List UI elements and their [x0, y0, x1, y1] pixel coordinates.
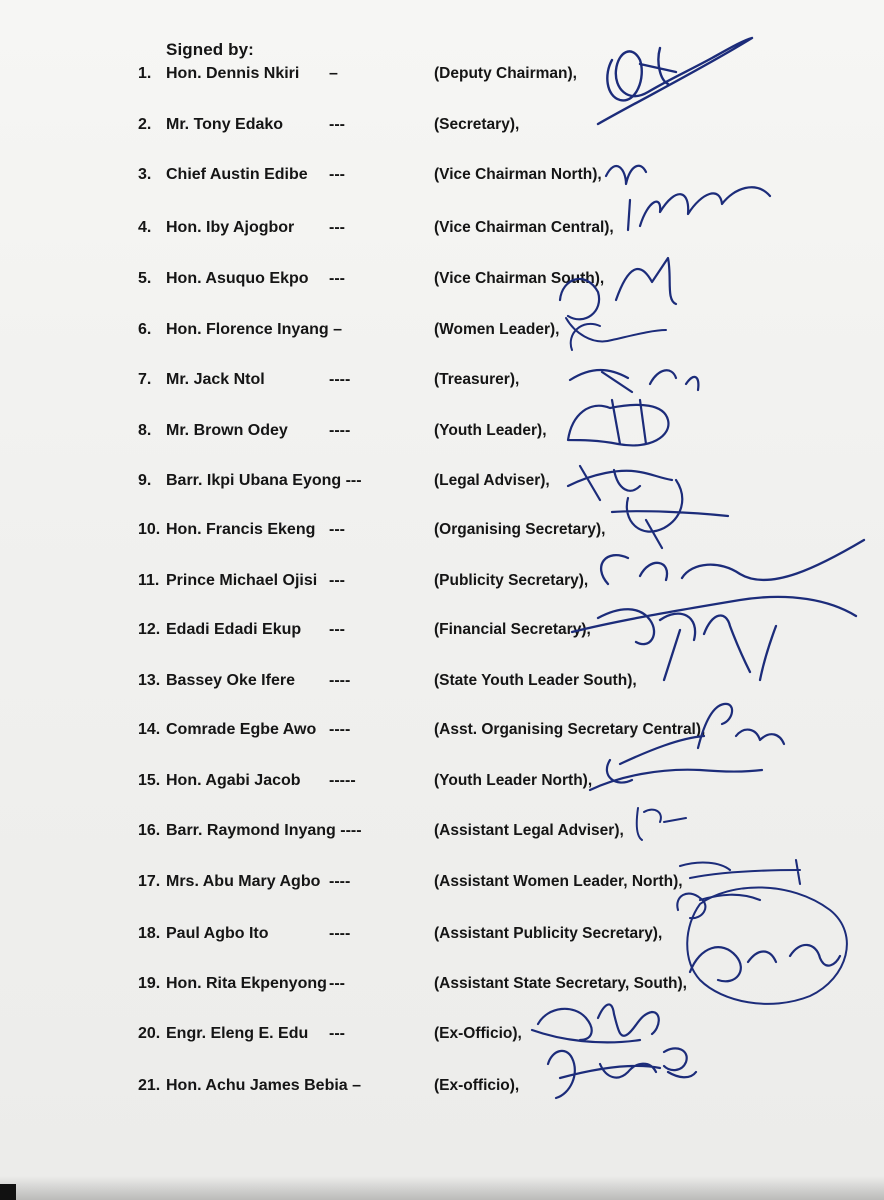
signatory-number: 8.: [138, 422, 152, 439]
signatory-row: [0, 472, 884, 500]
signatory-dash: ---: [329, 572, 345, 589]
signatory-name: Mr. Brown Odey: [166, 422, 288, 439]
signatory-name: Comrade Egbe Awo: [166, 721, 317, 738]
signatory-dash: ---: [329, 166, 345, 183]
signatory-role: (Legal Adviser),: [434, 472, 550, 489]
signatory-role: (Vice Chairman Central),: [434, 219, 614, 236]
signatory-role: (Vice Chairman North),: [434, 166, 602, 183]
signatory-row: [0, 1077, 884, 1105]
signatory-row: [0, 721, 884, 749]
signatory-dash: ----: [329, 873, 351, 890]
signatory-dash: ----: [329, 925, 351, 942]
signatory-dash: -----: [329, 772, 356, 789]
signatory-number: 7.: [138, 371, 152, 388]
page-bottom-shadow: [0, 1176, 884, 1200]
signatory-name: Engr. Eleng E. Edu: [166, 1025, 309, 1042]
signatory-name: Hon. Rita Ekpenyong: [166, 975, 327, 992]
signatory-role: (Asst. Organising Secretary Central),: [434, 721, 706, 738]
signatory-role: (Secretary),: [434, 116, 520, 133]
signed-by-heading: Signed by:: [166, 40, 254, 59]
signatory-number: 19.: [138, 975, 161, 992]
signatory-role: (Youth Leader North),: [434, 772, 593, 789]
signatory-dash: ----: [329, 371, 351, 388]
signatory-row: [0, 873, 884, 901]
signatory-name: Hon. Francis Ekeng: [166, 521, 316, 538]
signatory-row: [0, 65, 884, 93]
signatory-role: (Assistant Women Leader, North),: [434, 873, 683, 890]
signatory-row: [0, 321, 884, 349]
signatory-number: 17.: [138, 873, 161, 890]
signatory-number: 9.: [138, 472, 152, 489]
signatory-dash: ---: [329, 116, 345, 133]
signatory-role: (Organising Secretary),: [434, 521, 606, 538]
signatory-number: 12.: [138, 621, 161, 638]
signatory-number: 4.: [138, 219, 152, 236]
signatory-number: 13.: [138, 672, 161, 689]
signatory-role: (Ex-officio),: [434, 1077, 520, 1094]
signatory-number: 5.: [138, 270, 152, 287]
signatory-row: [0, 521, 884, 549]
signatory-dash: ---: [329, 521, 345, 538]
signatory-name: Hon. Dennis Nkiri: [166, 65, 300, 82]
signatory-name: Hon. Asuquo Ekpo: [166, 270, 309, 287]
signatory-role: (Assistant Legal Adviser),: [434, 822, 624, 839]
signatory-row: [0, 975, 884, 1003]
signatory-role: (Assistant Publicity Secretary),: [434, 925, 663, 942]
signatory-role: (Vice Chairman South),: [434, 270, 605, 287]
signatory-number: 16.: [138, 822, 161, 839]
signatory-number: 18.: [138, 925, 161, 942]
signatory-role: (Women Leader),: [434, 321, 560, 338]
signatory-role: (Ex-Officio),: [434, 1025, 522, 1042]
signatory-dash: ---: [329, 219, 345, 236]
signatory-row: [0, 166, 884, 194]
signatory-dash: ---: [329, 1025, 345, 1042]
signatory-number: 10.: [138, 521, 161, 538]
signatory-number: 6.: [138, 321, 152, 338]
signatory-dash: ---: [329, 270, 345, 287]
signatory-number: 2.: [138, 116, 152, 133]
signatory-row: [0, 672, 884, 700]
signatory-name: Edadi Edadi Ekup: [166, 621, 302, 638]
signatory-name: Hon. Iby Ajogbor: [166, 219, 295, 236]
signatory-number: 15.: [138, 772, 161, 789]
page-corner: [0, 1184, 16, 1200]
signatory-role: (Publicity Secretary),: [434, 572, 589, 589]
signatory-role: (Deputy Chairman),: [434, 65, 577, 82]
signatory-name: Mr. Jack Ntol: [166, 371, 265, 388]
signatory-dash: ----: [329, 672, 351, 689]
signatory-name: Chief Austin Edibe: [166, 166, 308, 183]
signatory-row: [0, 371, 884, 399]
signatory-number: 14.: [138, 721, 161, 738]
signatory-row: [0, 925, 884, 953]
signatory-row: [0, 1025, 884, 1053]
signatory-role: (Assistant State Secretary, South),: [434, 975, 687, 992]
signatory-number: 11.: [138, 572, 160, 589]
signatory-number: 1.: [138, 65, 152, 82]
signatory-name: Prince Michael Ojisi: [166, 572, 318, 589]
signatory-row: [0, 270, 884, 298]
signatory-row: [0, 772, 884, 800]
signatory-row: [0, 116, 884, 144]
signatory-role: (Youth Leader),: [434, 422, 547, 439]
signatory-name: Bassey Oke Ifere: [166, 672, 295, 689]
signatory-dash: ----: [329, 721, 351, 738]
signatory-number: 3.: [138, 166, 152, 183]
signatory-row: [0, 422, 884, 450]
signatory-number: 21.: [138, 1077, 161, 1094]
signatory-dash: –: [329, 65, 338, 82]
signatory-name: Mr. Tony Edako: [166, 116, 284, 133]
signatory-number: 20.: [138, 1025, 161, 1042]
signatory-name: Hon. Florence Inyang –: [166, 321, 343, 338]
signatory-name: Barr. Raymond Inyang ----: [166, 822, 362, 839]
signatory-name: Hon. Agabi Jacob: [166, 772, 301, 789]
signatory-role: (Financial Secretary),: [434, 621, 591, 638]
signatory-row: [0, 621, 884, 649]
signatory-name: Barr. Ikpi Ubana Eyong ---: [166, 472, 362, 489]
signatory-row: [0, 822, 884, 850]
signatory-dash: ---: [329, 621, 345, 638]
signatory-row: [0, 572, 884, 600]
signatory-name: Paul Agbo Ito: [166, 925, 269, 942]
signatory-row: [0, 219, 884, 247]
signatory-role: (State Youth Leader South),: [434, 672, 637, 689]
signatory-dash: ----: [329, 422, 351, 439]
signatory-role: (Treasurer),: [434, 371, 520, 388]
signatory-dash: ---: [329, 975, 345, 992]
signatory-name: Hon. Achu James Bebia –: [166, 1077, 362, 1094]
signatory-name: Mrs. Abu Mary Agbo: [166, 873, 321, 890]
